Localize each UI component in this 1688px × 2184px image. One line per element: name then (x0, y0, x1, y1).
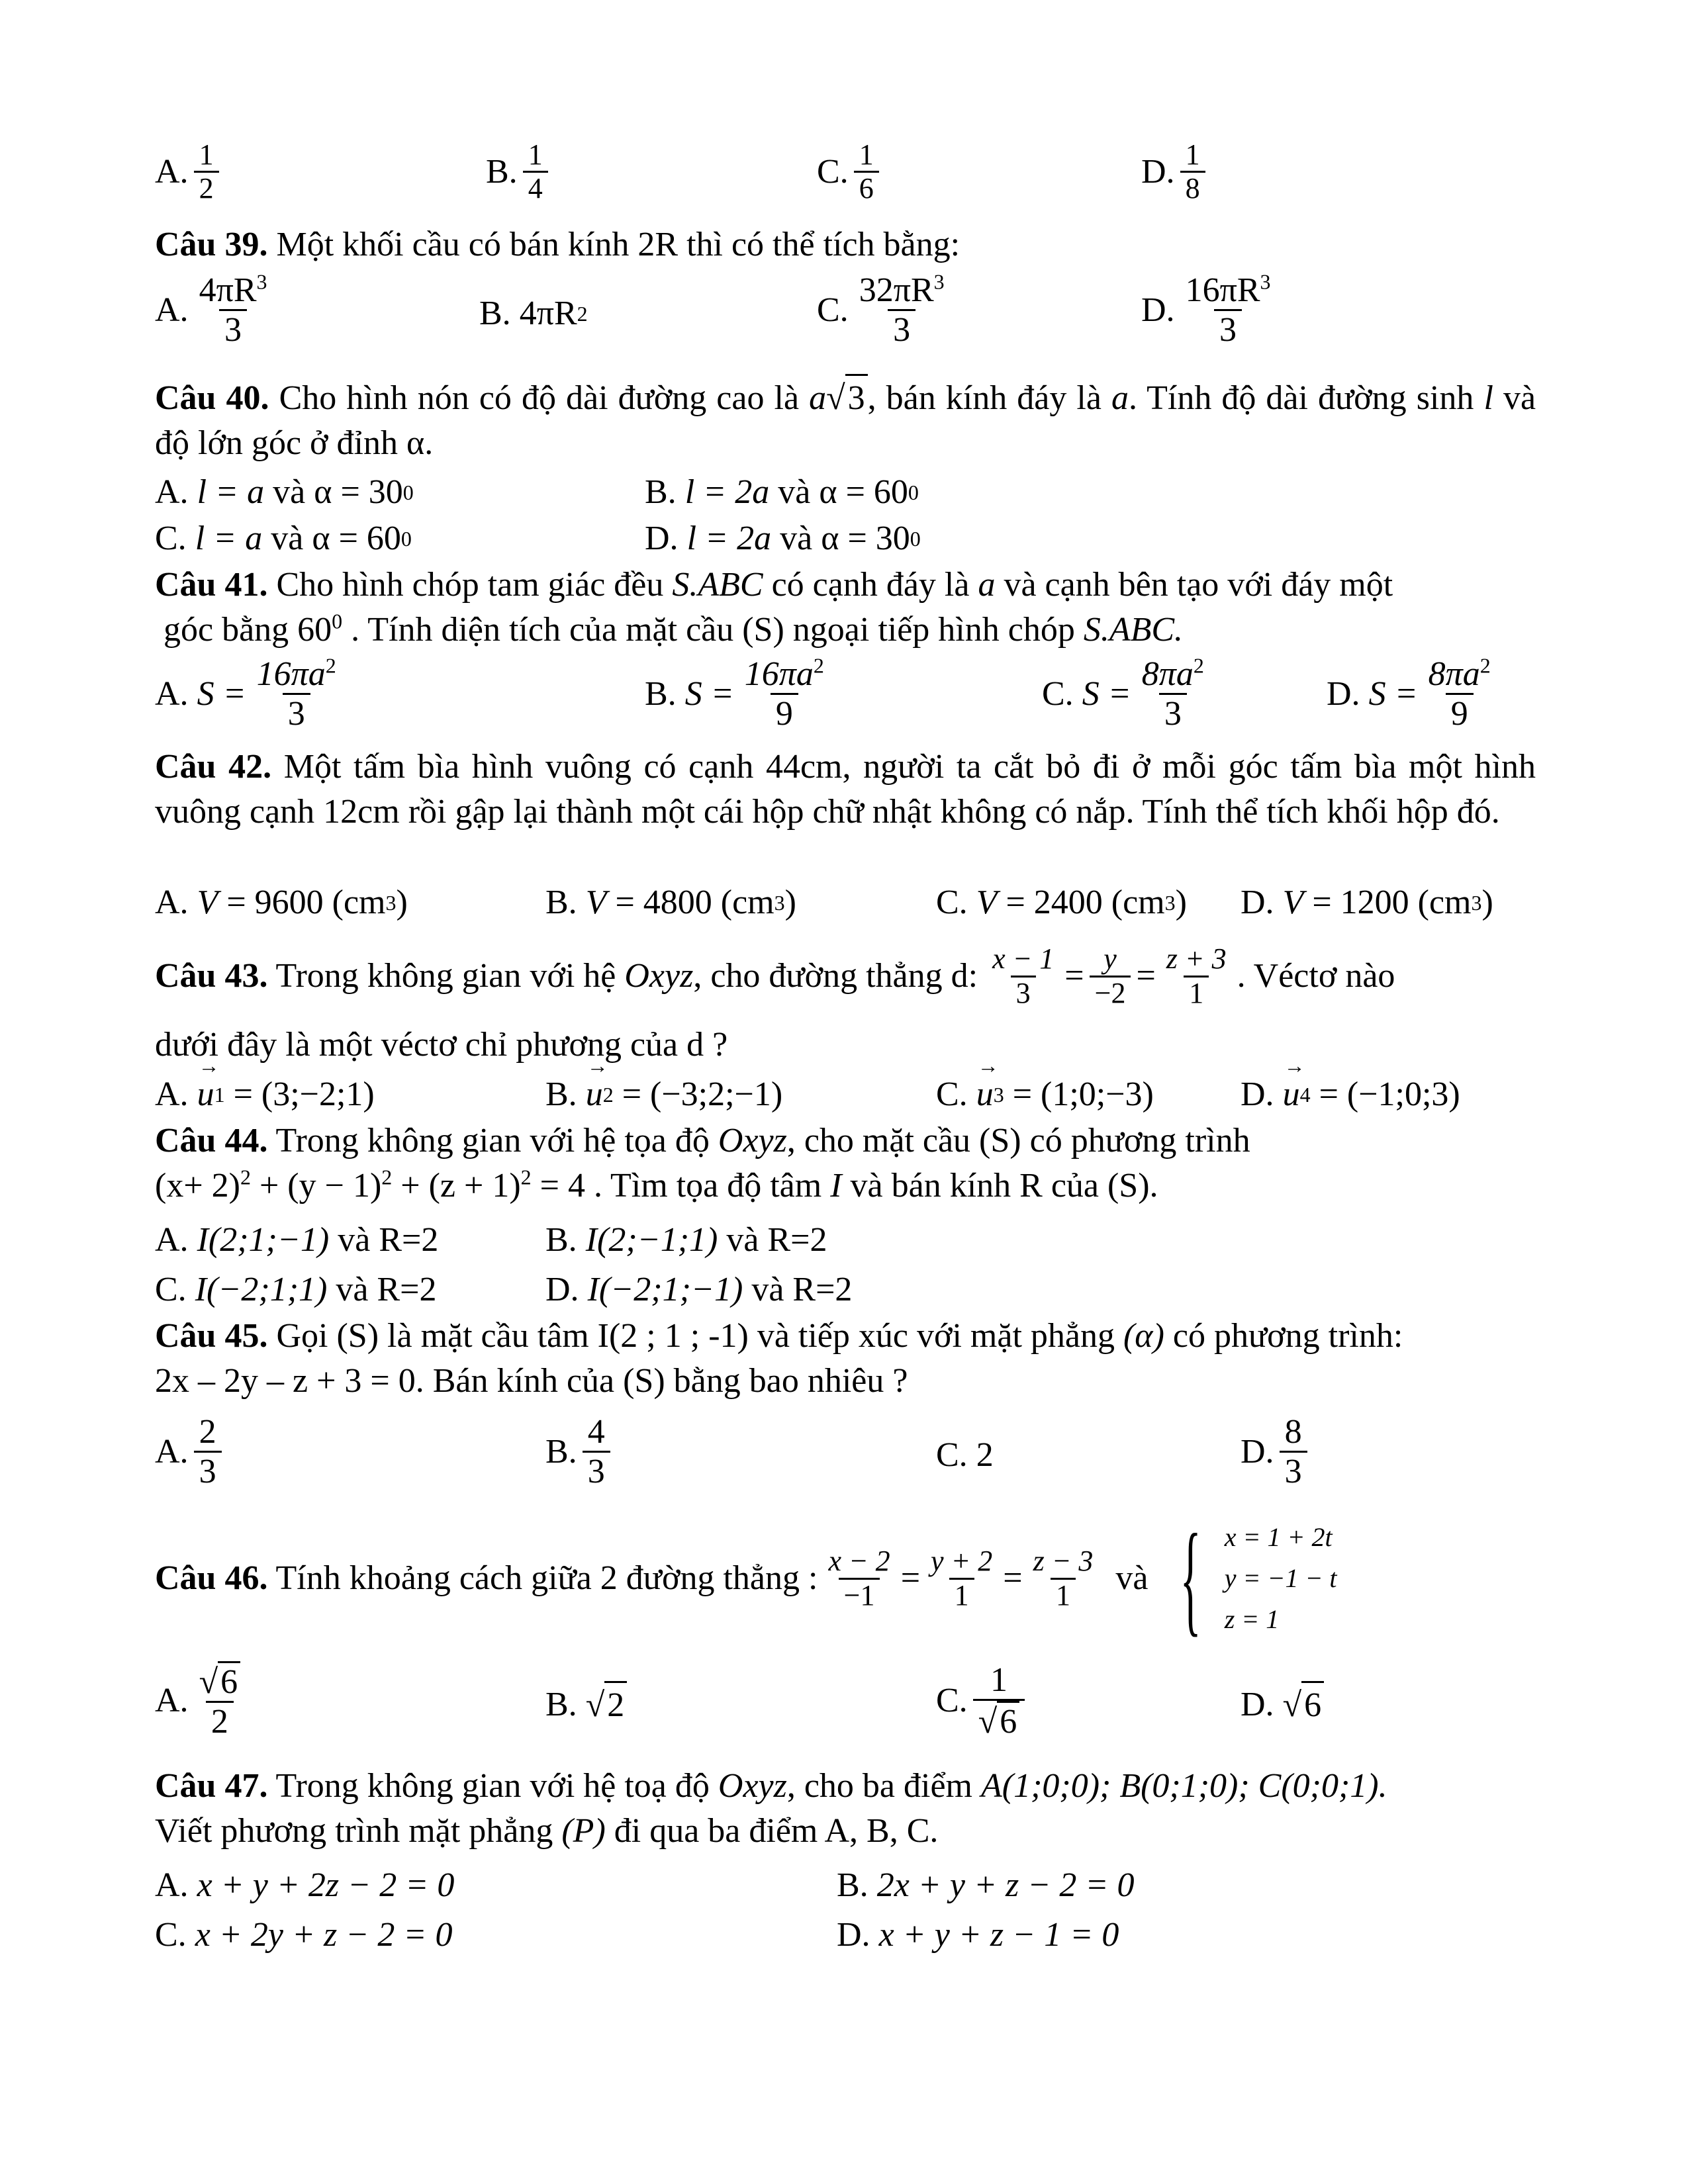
q38-option-d: D. $\frac{1}{8}$ (1141, 139, 1211, 205)
q44-options-row1 (155, 1218, 1536, 1264)
q42-stem: Câu 42. Một tấm bìa hình vuông có cạnh 44cm, người ta cắt bỏ đi ở mỗi góc tấm bìa một hình vuông cạnh 12cm rồi gập lại thành một cái hộp chữ nhật không có nắp. Tính thể tích khối hộp đó. (155, 748, 1536, 831)
q41-stem: Câu 41. Cho hình chóp tam giác đều S.ABC có cạnh đáy là a và cạnh bên tạo với đáy một góc bằng $60^0$ . Tính diện tích của mặt cầu (S) ngoại tiếp hình chóp S.ABC. (155, 566, 1393, 649)
q43-option-c: C. → u 3 = (1;0;−3) (936, 1072, 1154, 1117)
q44-option-c: C. I(−2;1;1) và R=2 (155, 1271, 437, 1308)
q44-option-b: B. I(2;−1;1) và R=2 (545, 1221, 827, 1259)
q41-option-b: B. S = $\frac{16\pi a^2}{9}$ (645, 653, 824, 733)
q40-option-d: D. l = 2a và α = 30 0 (645, 520, 921, 557)
q45-option-a: A. $\frac{2}{3}$ (155, 1413, 227, 1490)
q45-options (155, 1413, 1536, 1506)
q38-options (155, 138, 1536, 205)
q39-option-d: D. $\frac{16\pi R^3}{3}$ (1141, 269, 1271, 349)
q41-number: Câu 41. (155, 566, 268, 604)
q39-option-a: A. $\frac{4\pi R^3}{3}$ (155, 269, 267, 349)
q42-option-a: A. V = 9600 (cm 3 ) (155, 884, 408, 921)
q43-option-b: B. → u 2 = (−3;2;−1) (545, 1072, 782, 1117)
q40-options-row2 (155, 516, 1536, 563)
q43-option-a: A. → u 1 = (3;−2;1) (155, 1072, 375, 1117)
q46-option-b: B. √ 2 (545, 1681, 627, 1728)
q42-options (155, 880, 1536, 927)
q39-number: Câu 39. (155, 226, 268, 263)
q39-option-c: C. $\frac{32\pi R^3}{3}$ (817, 269, 945, 349)
q43-options (155, 1072, 1536, 1118)
q44-option-d: D. I(−2;1;−1) và R=2 (545, 1271, 853, 1308)
q47-number: Câu 47. (155, 1767, 268, 1805)
q41-option-a: A. S = $\frac{16\pi a^2}{3}$ (155, 653, 336, 733)
q45-option-b: B. $\frac{4}{3}$ (545, 1413, 616, 1490)
q39-options (155, 271, 1536, 364)
q44-stem: Câu 44. Trong không gian với hệ tọa độ Oxyz, cho mặt cầu (S) có phương trình $(x+ 2)^2 + (y - 1)^2 + (z + 1)^2 = 4$ . Tìm tọa độ tâm I và bán kính R của (S). (155, 1122, 1250, 1205)
q45-stem: Câu 45. Gọi (S) là mặt cầu tâm I(2 ; 1 ; -1) và tiếp xúc với mặt phẳng (α) có phương trình: 2x – 2y – z + 3 = 0. Bán kính của (S) bằng bao nhiêu ? (155, 1317, 1403, 1400)
q42-option-b: B. V = 4800 (cm 3 ) (545, 884, 796, 921)
q42-number: Câu 42. (155, 748, 272, 786)
q43-option-d: D. → u 4 = (−1;0;3) (1241, 1072, 1460, 1117)
q45-number: Câu 45. (155, 1317, 268, 1355)
q44-options-row2 (155, 1267, 1536, 1314)
q43-stem: Câu 43. Trong không gian với hệ Oxyz, cho đường thẳng d: $\frac{x - 1}{3}$ = $\frac{y}{-2}$ = $\frac{z + 3}{1}$ . Véctơ nào (155, 942, 1395, 1009)
q40-option-a: A. l = a và α = 30 0 (155, 473, 414, 511)
q39-option-b: B. 4πR 2 (479, 295, 588, 332)
q40-option-b: B. l = 2a và α = 60 0 (645, 473, 919, 511)
q46-option-a: A. √ 6 2 (155, 1661, 251, 1741)
q38-option-c: C. $\frac{1}{6}$ (817, 139, 884, 205)
q43-stem-cont: dưới đây là một véctơ chỉ phương của d ? (155, 1026, 728, 1064)
q43-number: Câu 43. (155, 957, 268, 995)
q40-number: Câu 40. (155, 379, 269, 417)
q47-option-d: D. x + y + z − 1 = 0 (837, 1916, 1119, 1954)
q47-options-row1 (155, 1863, 1536, 1909)
q46-number: Câu 46. (155, 1559, 268, 1598)
q44-option-a: A. I(2;1;−1) và R=2 (155, 1221, 439, 1259)
q40-stem: Câu 40. Cho hình nón có độ dài đường cao là a√ 3 , bán kính đáy là a. Tính độ dài đường sinh l và độ lớn góc ở đỉnh α. (155, 374, 1536, 465)
q39-stem: Câu 39. Một khối cầu có bán kính 2R thì có thể tích bằng: (155, 226, 961, 263)
q40-options-row1 (155, 470, 1536, 516)
q40-option-c: C. l = a và α = 60 0 (155, 520, 412, 557)
q46-option-d: D. √ 6 (1241, 1681, 1324, 1728)
q46-system: { x = 1 + 2t y = −1 − t z = 1 (1180, 1509, 1337, 1648)
q47-option-b: B. 2x + y + z − 2 = 0 (837, 1866, 1135, 1904)
q41-option-c: C. S = $\frac{8\pi a^2}{3}$ (1042, 653, 1204, 733)
q46-options (155, 1661, 1536, 1760)
q46-option-c: C. 1 √ 6 (936, 1661, 1030, 1741)
q41-options (155, 655, 1536, 748)
q46-stem: Câu 46. Tính khoảng cách giữa 2 đường thẳng : $\frac{x - 2}{-1}$ = $\frac{y + 2}{1}$ = $\frac{z - 3}{1}$ và { x = 1 + 2t y = −1 − t z = 1 (155, 1509, 1337, 1648)
q44-number: Câu 44. (155, 1122, 268, 1160)
q38-option-a: A. $\frac{1}{2}$ (155, 139, 224, 205)
q41-option-d: D. S = $\frac{8\pi a^2}{9}$ (1327, 653, 1491, 733)
q45-option-c: C. 2 (936, 1436, 994, 1474)
q38-option-b: B. $\frac{1}{4}$ (486, 139, 553, 205)
q45-option-d: D. $\frac{8}{3}$ (1241, 1413, 1313, 1490)
q42-option-d: D. V = 1200 (cm 3 ) (1241, 884, 1493, 921)
q47-option-c: C. x + 2y + z − 2 = 0 (155, 1916, 453, 1954)
q47-options-row2 (155, 1913, 1536, 1959)
q47-option-a: A. x + y + 2z − 2 = 0 (155, 1866, 455, 1904)
q42-option-c: C. V = 2400 (cm 3 ) (936, 884, 1187, 921)
q47-stem: Câu 47. Trong không gian với hệ toạ độ Oxyz, cho ba điểm A(1;0;0); B(0;1;0); C(0;0;1). Viết phương trình mặt phẳng (P) đi qua ba điểm A, B, C. (155, 1767, 1387, 1850)
